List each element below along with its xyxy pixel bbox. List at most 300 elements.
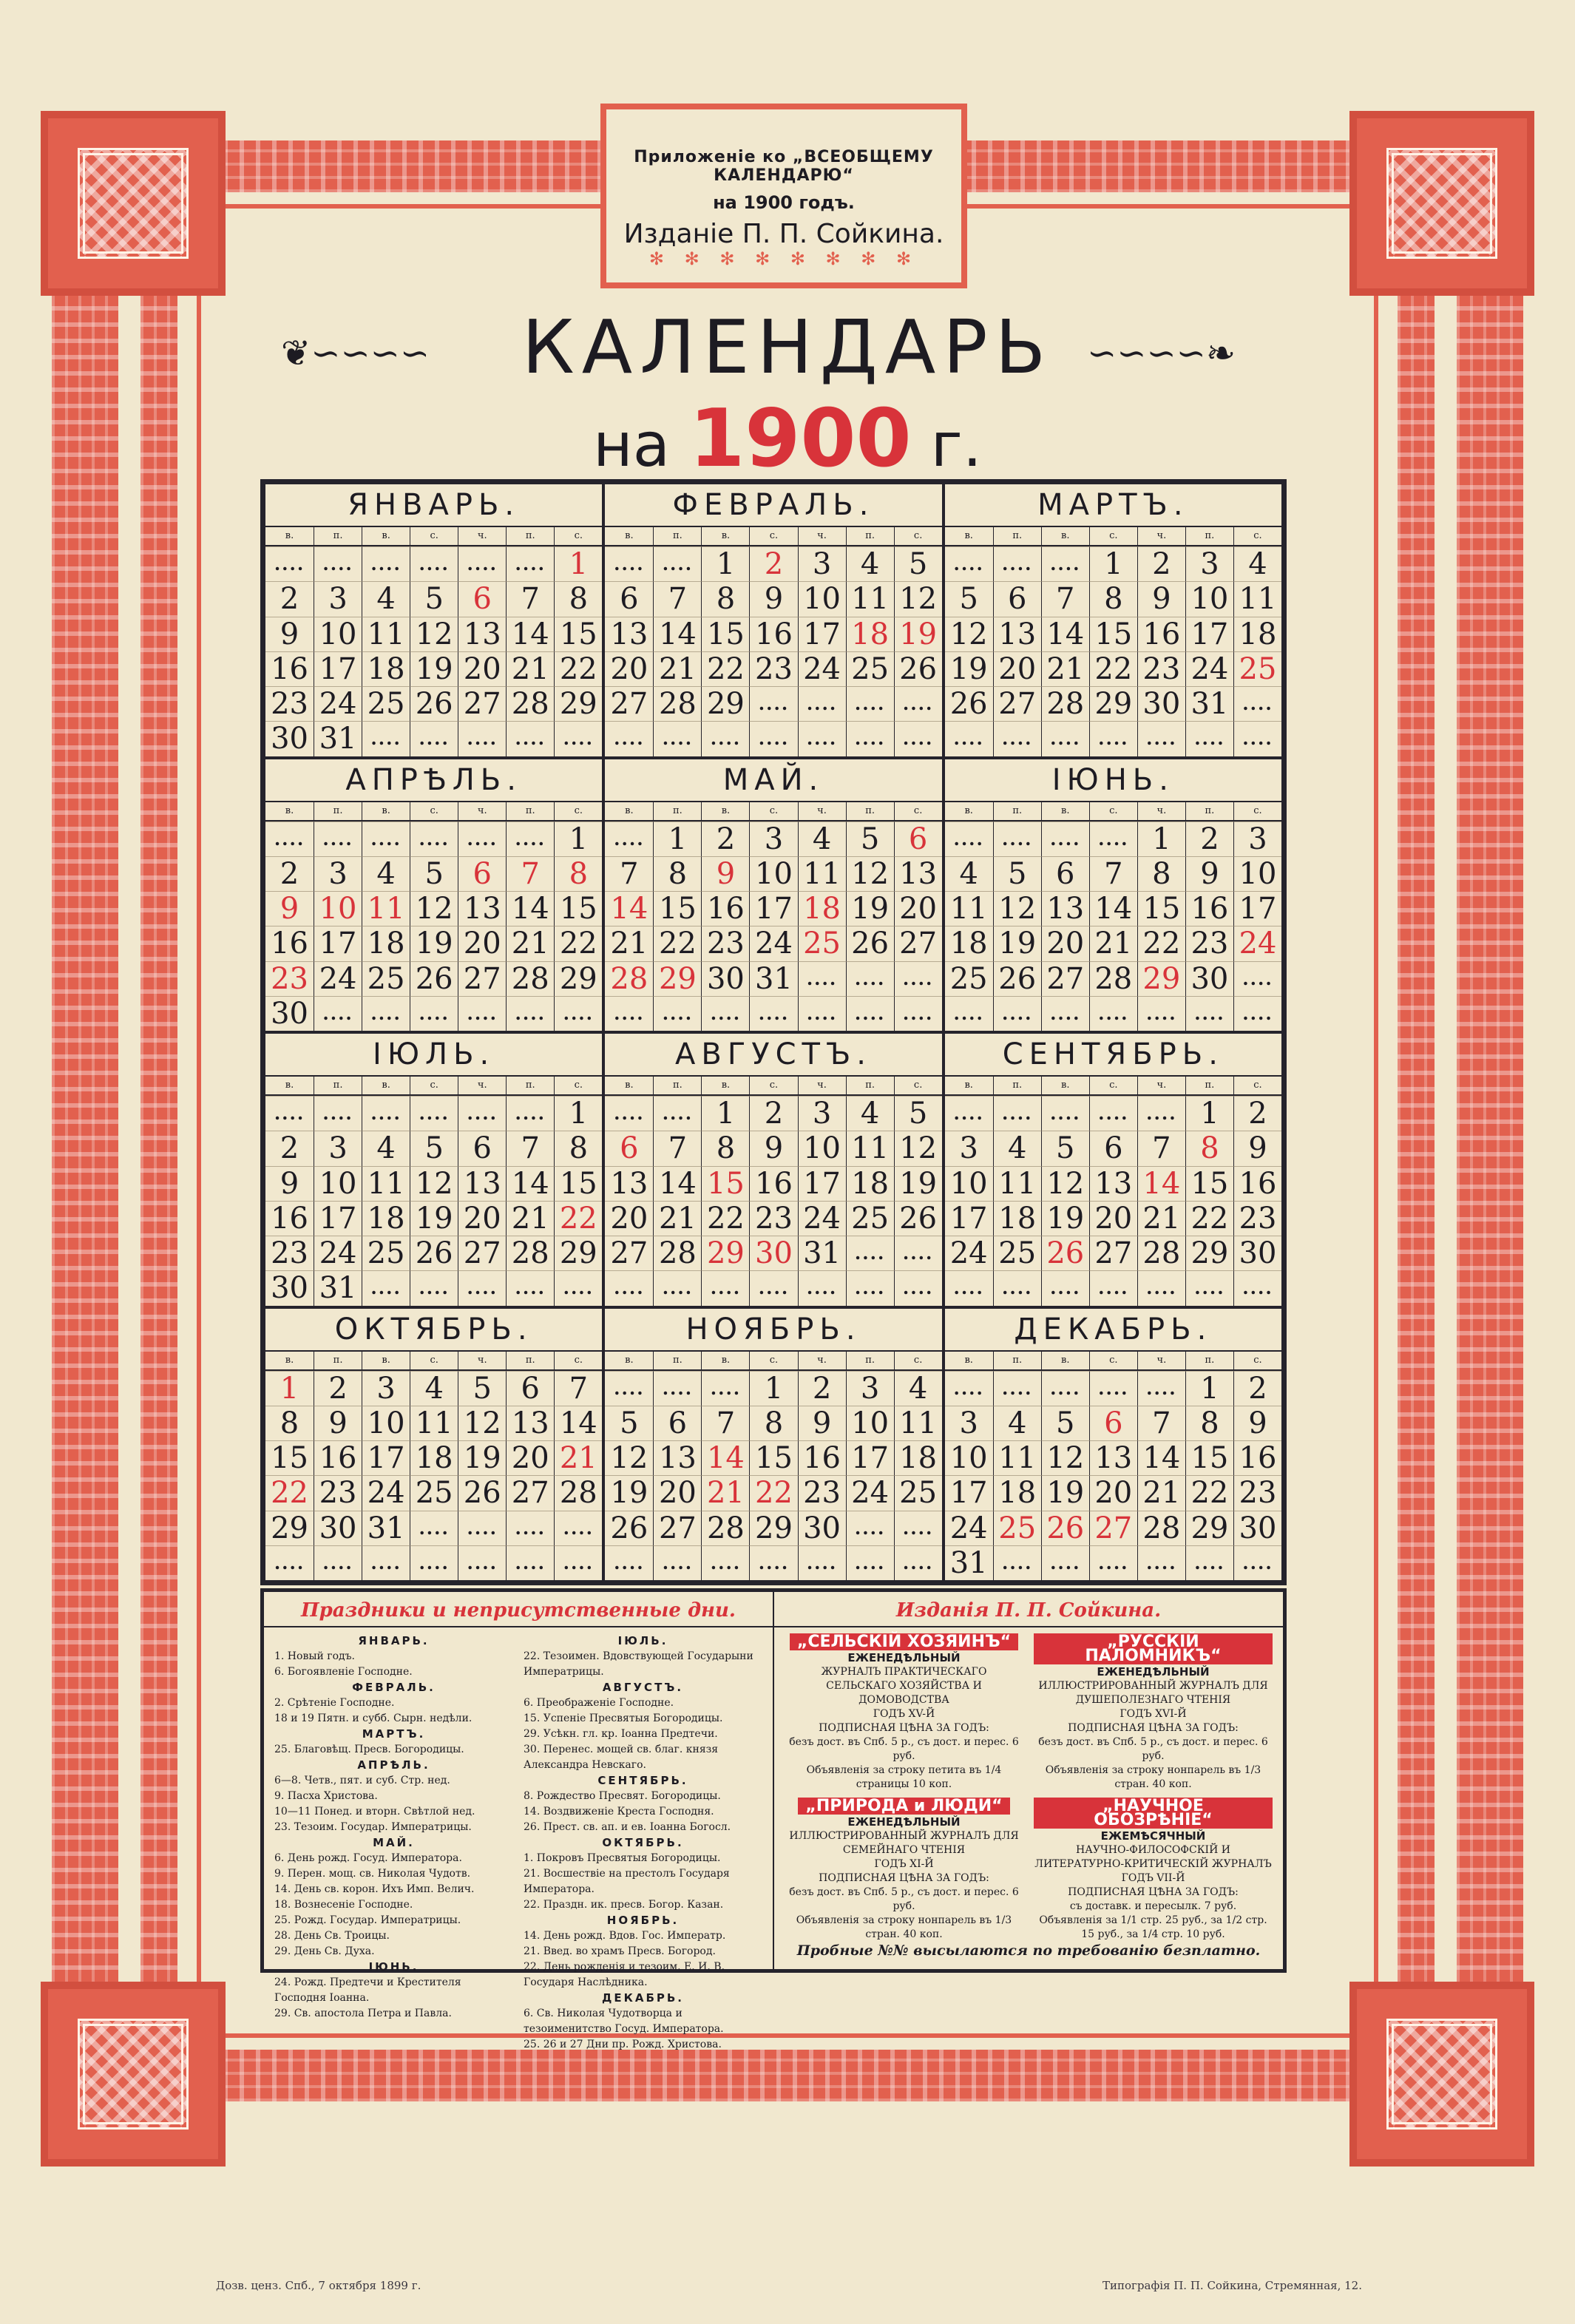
day-cell: 25 [894,1475,942,1510]
weekday-label: ч. [458,802,506,820]
empty-day-cell: .... [1041,1096,1089,1131]
day-cell: 17 [1185,617,1233,651]
publication-detail: безъ дост. въ Спб. 5 р., съ дост. и перес. 6 руб. [789,1886,1019,1912]
weekday-label: в. [285,804,294,816]
empty-day-cell: .... [749,996,797,1031]
empty-day-cell: .... [653,1371,701,1406]
day-cell: 3 [798,546,846,581]
day-cell: 29 [1185,1236,1233,1270]
day-cell: 19 [1041,1475,1089,1510]
publication-detail: ИЛЛЮСТРИРОВАННЫЙ ЖУРНАЛЪ ДЛЯ СЕМЕЙНАГО ЧТЕНІЯ [789,1830,1019,1856]
empty-day-cell: .... [894,996,942,1031]
day-cell: 8 [653,856,701,891]
day-cell: 27 [458,1236,506,1270]
empty-day-cell: .... [894,721,942,756]
day-cell: 7 [506,1131,554,1165]
day-cell: 8 [554,1131,602,1165]
day-cell: 20 [993,651,1041,686]
day-cell: 31 [314,1270,362,1305]
day-cell: 13 [605,617,653,651]
weekday-header [265,1352,602,1371]
day-cell: 2 [265,1131,314,1165]
day-cell: 31 [749,961,797,996]
day-cell: 6 [506,1371,554,1406]
empty-day-cell: .... [1233,1270,1281,1305]
day-cell: 15 [1185,1440,1233,1475]
empty-day-cell: .... [653,1096,701,1131]
weekday-label: с. [554,527,602,545]
day-cell: 30 [265,721,314,756]
day-cell: 28 [506,961,554,996]
day-cell: 21 [653,1201,701,1236]
day-cell: 16 [265,651,314,686]
day-cell: 8 [554,856,602,891]
day-cell: 3 [846,1371,894,1406]
day-cell: 1 [653,821,701,856]
weekday-label: п. [1185,802,1233,820]
day-cell: 15 [554,617,602,651]
empty-day-cell: .... [410,1096,458,1131]
day-cell: 11 [362,891,410,926]
day-cell: 1 [1137,821,1185,856]
day-cell: 30 [314,1511,362,1545]
weekday-label: ч. [458,527,506,545]
frame-left [52,296,118,2019]
empty-day-cell: .... [605,821,653,856]
day-cell: 10 [314,617,362,651]
empty-day-cell: .... [993,1270,1041,1305]
weekday-label: в. [1041,1077,1089,1094]
holiday-entry: 25. 26 и 27 Дни пр. Рожд. Христова. [524,2039,722,2050]
empty-day-cell: .... [1041,996,1089,1031]
day-cell: 1 [701,1096,749,1131]
day-cell: 27 [506,1475,554,1510]
day-cell: 21 [1137,1475,1185,1510]
holiday-entry: 6—8. Четв., пят. и суб. Стр. нед. [274,1775,450,1786]
empty-day-cell: .... [1041,721,1089,756]
day-cell: 24 [1233,926,1281,961]
weekday-label: п. [653,802,701,820]
weekday-label: в. [1041,1352,1089,1369]
empty-day-cell: .... [1089,821,1137,856]
weekday-label: в. [964,1080,973,1091]
empty-day-cell: .... [1233,961,1281,996]
empty-day-cell: .... [798,1270,846,1305]
empty-day-cell: .... [1137,996,1185,1031]
day-cell: 21 [701,1475,749,1510]
empty-day-cell: .... [798,686,846,721]
weekday-label: п. [1185,1352,1233,1369]
empty-day-cell: .... [314,1545,362,1580]
empty-day-cell: .... [1233,686,1281,721]
day-cell: 22 [701,1201,749,1236]
day-cell: 25 [362,686,410,721]
day-cell: 28 [554,1475,602,1510]
day-cell: 13 [458,617,506,651]
day-cell: 21 [506,926,554,961]
empty-day-cell: .... [605,546,653,581]
day-cell: 4 [894,1371,942,1406]
day-cell: 15 [701,617,749,651]
holidays-column-left [274,1633,513,2053]
publication-detail: ИЛЛЮСТРИРОВАННЫЙ ЖУРНАЛЪ ДЛЯ ДУШЕПОЛЕЗНАГО ЧТЕНІЯ [1038,1680,1268,1706]
day-cell: 23 [265,1236,314,1270]
holiday-month-heading: МАРТЪ. [362,1727,426,1741]
day-cell: 7 [1089,856,1137,891]
weekday-label: в. [625,1354,634,1366]
day-cell: 5 [410,581,458,616]
publication-detail: Объявленія за строку нонпарель въ 1/3 стран. 40 коп. [1045,1764,1261,1790]
day-cell: 10 [945,1166,993,1201]
day-cell: 25 [945,961,993,996]
day-cell: 2 [1233,1096,1281,1131]
day-cell: 10 [749,856,797,891]
day-cell: 6 [1089,1406,1137,1440]
day-cell: 9 [1233,1406,1281,1440]
weekday-label: п. [1185,1077,1233,1094]
day-cell: 2 [1185,821,1233,856]
day-cell: 24 [798,1201,846,1236]
corner-ornament-bottom-right [1349,1982,1534,2167]
empty-day-cell: .... [945,1270,993,1305]
day-cell: 17 [1233,891,1281,926]
weekday-label: в. [362,527,410,545]
holiday-entry: 30. Перенес. мощей св. благ. князя Александра Невскаго. [524,1744,719,1771]
weekday-label: в. [362,802,410,820]
month-name: МАРТЪ. [945,484,1281,527]
holiday-month-heading: АПРѢЛЬ. [357,1758,430,1772]
empty-day-cell: .... [1233,996,1281,1031]
day-cell: 23 [314,1475,362,1510]
day-cell: 23 [749,1201,797,1236]
day-cell: 1 [1185,1096,1233,1131]
day-cell: 11 [993,1440,1041,1475]
weekday-header [945,1352,1281,1371]
day-cell: 26 [1041,1511,1089,1545]
day-cell: 25 [798,926,846,961]
empty-day-cell: .... [506,1545,554,1580]
day-cell: 10 [1233,856,1281,891]
empty-day-cell: .... [894,686,942,721]
day-cell: 2 [701,821,749,856]
empty-day-cell: .... [1137,1371,1185,1406]
holiday-entry: 6. Богоявленіе Господне. [274,1666,413,1678]
weekday-header [605,802,941,821]
day-cell: 22 [1089,651,1137,686]
day-cell: 8 [265,1406,314,1440]
weekday-label: ч. [1137,527,1185,545]
day-cell: 13 [506,1406,554,1440]
day-cell: 7 [506,856,554,891]
day-cell: 9 [798,1406,846,1440]
day-cell: 21 [506,1201,554,1236]
weekday-label: с. [554,1077,602,1094]
day-cell: 9 [749,581,797,616]
day-cell: 11 [945,891,993,926]
publication-frequency: ЕЖЕНЕДѢЛЬНЫЙ [847,1651,961,1664]
day-cell: 16 [701,891,749,926]
empty-day-cell: .... [506,1270,554,1305]
month-block [264,758,603,1033]
day-cell: 22 [701,651,749,686]
holiday-entry: 1. Новый годъ. [274,1650,355,1662]
weekday-label: п. [506,527,554,545]
publication-title: „СЕЛЬСКІЙ ХОЗЯИНЪ“ [790,1633,1018,1650]
empty-day-cell: .... [1089,721,1137,756]
day-cell: 26 [894,1201,942,1236]
weekday-label: ч. [458,1077,506,1094]
day-cell: 19 [846,891,894,926]
empty-day-cell: .... [554,1511,602,1545]
holiday-month-heading: ІЮЛЬ. [617,1634,668,1647]
empty-day-cell: .... [945,821,993,856]
weekday-label: п. [653,527,701,545]
weekday-label: с. [1089,802,1137,820]
holiday-entry: 2. Срѣтеніе Господне. [274,1697,395,1709]
day-cell: 31 [945,1545,993,1580]
day-cell: 4 [846,546,894,581]
publications-heading: Изданія П. П. Сойкина. [774,1599,1283,1627]
empty-day-cell: .... [846,686,894,721]
info-panel [260,1588,1287,2050]
weekday-label: с. [1233,1077,1281,1094]
empty-day-cell: .... [1185,721,1233,756]
day-cell: 5 [458,1371,506,1406]
day-cell: 4 [410,1371,458,1406]
day-cell: 24 [945,1511,993,1545]
empty-day-cell: .... [314,546,362,581]
day-cell: 8 [701,581,749,616]
day-cell: 9 [1185,856,1233,891]
day-cell: 27 [653,1511,701,1545]
day-cell: 21 [554,1440,602,1475]
empty-day-cell: .... [945,1371,993,1406]
day-cell: 23 [749,651,797,686]
day-cell: 30 [265,1270,314,1305]
empty-day-cell: .... [653,721,701,756]
weekday-header [945,802,1281,821]
star-ornament-icon: ✻ ✻ ✻ ✻ ✻ ✻ ✻ ✻ [648,248,919,269]
empty-day-cell: .... [1041,1545,1089,1580]
day-cell: 26 [410,961,458,996]
day-cell: 18 [362,1201,410,1236]
day-cell: 9 [265,617,314,651]
day-cell: 28 [1089,961,1137,996]
empty-day-cell: .... [1089,1371,1137,1406]
holiday-entry: 15. Успеніе Пресвятыя Богородицы. [524,1712,723,1724]
empty-day-cell: .... [506,996,554,1031]
weekday-label: в. [285,1080,294,1091]
empty-day-cell: .... [458,1545,506,1580]
day-cell: 12 [410,617,458,651]
day-cell: 13 [458,891,506,926]
weekday-label: с. [894,1077,942,1094]
day-cell: 22 [1185,1201,1233,1236]
empty-day-cell: .... [458,546,506,581]
day-cell: 14 [1089,891,1137,926]
empty-day-cell: .... [1089,1545,1137,1580]
day-cell: 25 [846,1201,894,1236]
day-cell: 14 [554,1406,602,1440]
day-cell: 3 [945,1131,993,1165]
day-cell: 23 [1233,1201,1281,1236]
day-cell: 29 [701,1236,749,1270]
holiday-month-heading: АВГУСТЪ. [602,1681,684,1694]
weekday-header [265,1077,602,1096]
empty-day-cell: .... [506,1096,554,1131]
day-cell: 10 [846,1406,894,1440]
day-cell: 26 [410,686,458,721]
weekday-label: с. [410,1077,458,1094]
holiday-entry: 21. Введ. во храмъ Пресв. Богород. [524,1945,716,1957]
empty-day-cell: .... [798,996,846,1031]
frame-left-inner [140,296,177,2019]
weekday-label: п. [846,1077,894,1094]
empty-day-cell: .... [798,721,846,756]
empty-day-cell: .... [945,546,993,581]
holiday-entry: 22. Праздн. ик. пресв. Богор. Казан. [524,1899,724,1911]
empty-day-cell: .... [605,996,653,1031]
day-cell: 18 [362,651,410,686]
day-cell: 23 [1233,1475,1281,1510]
day-cell: 16 [1233,1440,1281,1475]
day-cell: 9 [265,1166,314,1201]
empty-day-cell: .... [458,1511,506,1545]
publication-frequency: ЕЖЕМѢСЯЧНЫЙ [1100,1829,1206,1843]
day-cell: 6 [605,581,653,616]
day-cell: 9 [749,1131,797,1165]
day-cell: 10 [314,891,362,926]
empty-day-cell: .... [653,546,701,581]
month-block [603,483,943,758]
calendar-grid [260,479,1287,1585]
corner-ornament-top-right [1349,111,1534,296]
day-cell: 16 [749,1166,797,1201]
empty-day-cell: .... [846,961,894,996]
publications-footer: Пробные №№ высылаются по требованію безплатно. [796,1942,1261,1959]
day-cell: 22 [265,1475,314,1510]
holiday-entry: 6. Св. Николая Чудотворца и тезоименитство Госуд. Императора. [524,2008,724,2035]
publication-title: „РУССКІЙ ПАЛОМНИКЪ“ [1034,1633,1273,1664]
month-block [944,1032,1283,1307]
holiday-month-heading: МАЙ. [373,1836,415,1849]
holiday-entry: 22. Тезоимен. Вдовствующей Государыни Императрицы. [524,1650,753,1678]
day-cell: 1 [749,1371,797,1406]
empty-day-cell: .... [362,1270,410,1305]
day-cell: 29 [653,961,701,996]
day-cell: 30 [1137,686,1185,721]
publication-detail: ГОДЪ XI-Й [874,1858,934,1870]
empty-day-cell: .... [993,546,1041,581]
publication-detail: ПОДПИСНАЯ ЦѢНА ЗА ГОДЪ: [819,1722,989,1734]
empty-day-cell: .... [314,996,362,1031]
header-line-1: Приложеніе ко „ВСЕОБЩЕМУ КАЛЕНДАРЮ“ [634,148,934,185]
month-name: ДЕКАБРЬ. [945,1309,1281,1352]
day-cell: 19 [993,926,1041,961]
day-cell: 18 [993,1201,1041,1236]
day-cell: 10 [314,1166,362,1201]
empty-day-cell: .... [362,996,410,1031]
month-block [944,758,1283,1033]
empty-day-cell: .... [701,996,749,1031]
day-cell: 27 [458,686,506,721]
empty-day-cell: .... [554,1545,602,1580]
empty-day-cell: .... [894,1511,942,1545]
subtitle-suffix: г. [930,410,982,481]
empty-day-cell: .... [846,996,894,1031]
frame-right [1457,296,1523,2019]
empty-day-cell: .... [1137,1545,1185,1580]
day-cell: 24 [314,686,362,721]
day-cell: 14 [1137,1440,1185,1475]
day-cell: 5 [846,821,894,856]
weekday-label: ч. [798,1352,846,1369]
day-cell: 25 [846,651,894,686]
weekday-label: п. [506,1077,554,1094]
day-cell: 3 [1233,821,1281,856]
weekday-label: п. [653,1077,701,1094]
day-cell: 9 [265,891,314,926]
day-cell: 16 [798,1440,846,1475]
empty-day-cell: .... [458,996,506,1031]
month-name: СЕНТЯБРЬ. [945,1034,1281,1077]
empty-day-cell: .... [798,961,846,996]
month-block [603,1032,943,1307]
day-cell: 3 [749,821,797,856]
day-cell: 5 [410,856,458,891]
day-cell: 12 [410,891,458,926]
empty-day-cell: .... [653,1270,701,1305]
day-cell: 26 [894,651,942,686]
empty-day-cell: .... [554,996,602,1031]
day-cell: 16 [749,617,797,651]
holiday-month-heading: ОКТЯБРЬ. [602,1836,684,1849]
weekday-label: в. [625,804,634,816]
day-cell: 20 [506,1440,554,1475]
day-cell: 18 [410,1440,458,1475]
weekday-label: с. [894,527,942,545]
empty-day-cell: .... [265,821,314,856]
day-cell: 7 [506,581,554,616]
day-cell: 7 [1137,1131,1185,1165]
empty-day-cell: .... [506,821,554,856]
subtitle-prefix: на [593,410,670,481]
holiday-entry: 24. Рожд. Предтечи и Крестителя Господня Іоанна. [274,1976,461,2004]
day-cell: 12 [605,1440,653,1475]
day-cell: 2 [265,581,314,616]
day-cell: 15 [1089,617,1137,651]
empty-day-cell: .... [410,1270,458,1305]
day-cell: 8 [701,1131,749,1165]
empty-day-cell: .... [749,1270,797,1305]
day-cell: 3 [1185,546,1233,581]
day-cell: 6 [458,856,506,891]
day-cell: 8 [554,581,602,616]
day-cell: 31 [362,1511,410,1545]
day-cell: 17 [846,1440,894,1475]
day-cell: 28 [1041,686,1089,721]
empty-day-cell: .... [1233,721,1281,756]
empty-day-cell: .... [749,686,797,721]
day-cell: 20 [1089,1475,1137,1510]
month-block [944,483,1283,758]
day-grid [265,546,602,756]
day-cell: 8 [749,1406,797,1440]
day-cell: 21 [1137,1201,1185,1236]
day-cell: 25 [993,1511,1041,1545]
day-cell: 5 [993,856,1041,891]
day-cell: 19 [458,1440,506,1475]
